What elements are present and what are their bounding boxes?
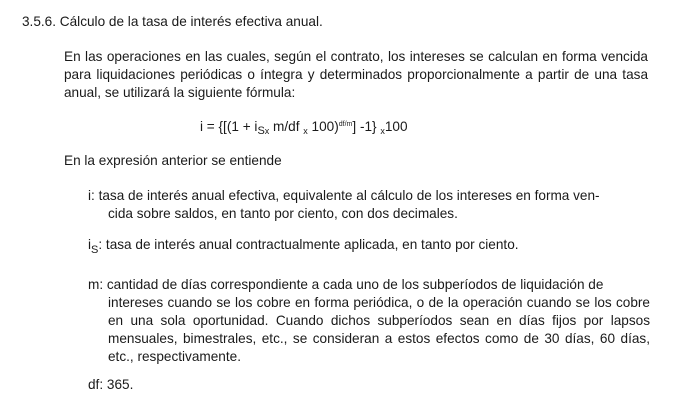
formula-hundred: 100) [307, 119, 339, 134]
formula [200, 118, 408, 136]
definition-m-rest: intereses cuando se los cobre en forma periódica, o de la operación cuando se los cobre en una sola oportunidad. Cuando dichos subperíodos sean en días fijos por lapsos mensuales, bimestrales, etc., se consideran a estos efectos como de 30 días, 60 días, etc., respectivamente. [108, 295, 650, 364]
definition-df: df: 365. [88, 377, 134, 392]
definition-is [88, 236, 650, 254]
definition-i-first-line: i: tasa de interés anual efectiva, equivalente al cálculo de los intereses en forma ven- [88, 188, 600, 203]
definition-m [88, 276, 650, 366]
section-number: 3.5.6. [22, 14, 57, 29]
formula-sub-s: S [257, 125, 265, 137]
definition-is-symbol: i [88, 237, 92, 252]
formula-sub-x3: x [380, 126, 385, 136]
section-heading [22, 13, 323, 31]
formula-sub-x2: x [303, 126, 308, 136]
definition-i [88, 187, 650, 223]
section-title: Cálculo de la tasa de interés efectiva anual. [59, 14, 323, 29]
expression-intro: En la expresión anterior se entiende [64, 153, 282, 168]
formula-exponent: df/m [338, 121, 353, 128]
definition-i-rest: cida sobre saldos, en tanto por ciento, con dos decimales. [108, 206, 458, 221]
intro-paragraph: En las operaciones en las cuales, según el contrato, los intereses se calculan en forma vencida para liquidaciones periódicas o íntegra y determinados proporcionalmente a partir de una tasa anual, se utilizará la siguiente fórmula: [64, 49, 648, 100]
formula-end: 100 [384, 119, 408, 134]
formula-middle: m/df [269, 119, 304, 134]
formula-prefix: i = {[(1 + i [200, 119, 258, 134]
definition-is-text: : tasa de interés anual contractualmente aplicada, en tanto por ciento. [98, 237, 519, 252]
definition-m-first-line: m: cantidad de días correspondiente a cada uno de los subperíodos de liquidación de [88, 277, 604, 292]
formula-sub-x1: x [264, 126, 270, 136]
definition-is-symbol-sub: S [91, 244, 99, 256]
formula-suffix: ] -1} [352, 119, 381, 134]
